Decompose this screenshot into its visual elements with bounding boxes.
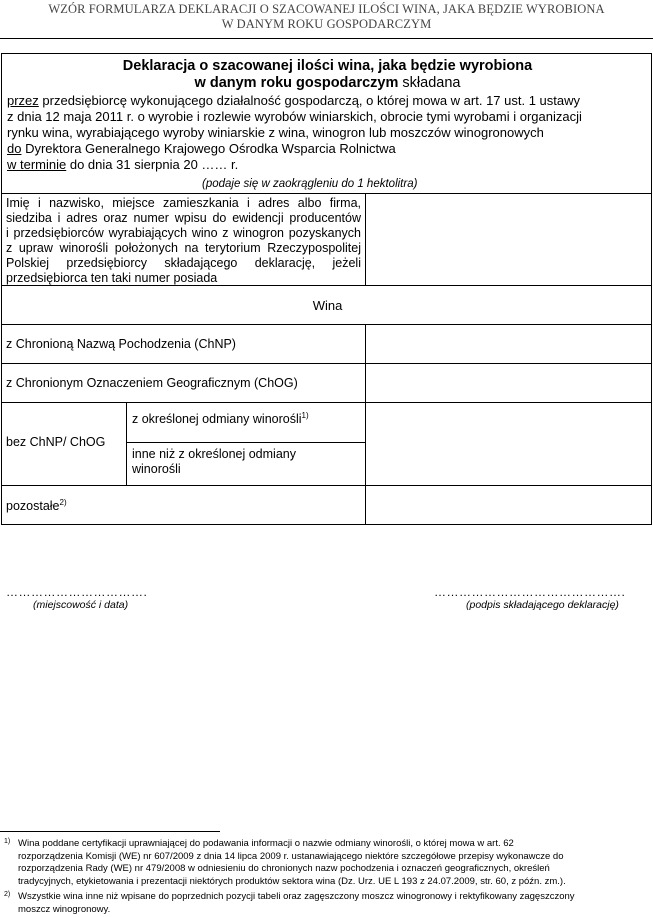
place-date-label: (miejscowość i data)	[33, 599, 129, 611]
footnote-line: tradycyjnych, etykietowania i prezentacji niektórych produktów sektora wina (Dz. Urz. UE L 193 z 24.07.2009, str. 60, z późn. zm.).	[18, 875, 566, 887]
footnote-ref-2: 2)	[59, 497, 67, 507]
footnote-line: Wszystkie wina inne niż wpisane do poprzednich pozycji tabeli oraz zagęszczony moszcz winogronowy i rektyfikowany zagęszczony	[18, 891, 575, 902]
form-paragraph-line-2: z dnia 12 maja 2011 r. o wyrobie i rozlewie wyrobów winiarskich, obrocie tymi wyrobami i organizacji	[7, 109, 582, 124]
footnote-1-mark: 1)	[4, 838, 11, 845]
footnote-1-text	[18, 838, 630, 888]
identity-line: przedsiębiorca ten taki numer posiada	[6, 271, 218, 285]
pozostale-label	[6, 499, 67, 514]
identity-line: z upraw winorośli położonych na terytorium Rzeczypospolitej	[6, 241, 361, 255]
header-line-1: WZÓR FORMULARZA DEKLARACJI O SZACOWANEJ ILOŚCI WINA, JAKA BĘDZIE WYROBIONA	[48, 2, 605, 16]
identity-line: i przedsiębiorców wyrabiających wino z winogron pozyskanych	[6, 226, 361, 240]
form-paragraph-line-4	[7, 141, 647, 157]
rounding-note: (podaje się w zaokrągleniu do 1 hektolitra)	[202, 178, 418, 190]
variety-text: z określonej odmiany winorośli	[132, 412, 302, 426]
other-variety-line: inne niż z określonej odmiany	[132, 447, 296, 461]
pozostale-input-cell[interactable]	[366, 486, 651, 524]
form-title-line-1: Deklaracja o szacowanej ilości wina, jaka będzie wyrobiona	[122, 58, 533, 74]
document-header	[0, 2, 653, 32]
footnote-line: rozporządzenia Komisji (WE) nr 607/2009 z dnia 14 lipca 2009 r. ustanawiającego niektóre szczegółowe przepisy wykonawcze do	[18, 850, 564, 862]
chog-label: z Chronionym Oznaczeniem Geograficznym (ChOG)	[6, 376, 298, 390]
form-paragraph-line-3: rynku wina, wyrabiającego wyroby winiarskie z wina, winogron lub moszczów winogronowych	[7, 125, 544, 140]
table-column-divider	[126, 402, 127, 485]
paragraph-text: Dyrektora Generalnego Krajowego Ośrodka Wsparcia Rolnictwa	[21, 141, 396, 156]
footnote-separator	[0, 831, 220, 832]
wina-header: Wina	[312, 298, 343, 313]
form-paragraph-line-5	[7, 157, 647, 173]
other-variety-line: winorośli	[132, 462, 181, 476]
paragraph-text: przedsiębiorcę wykonującego działalność gospodarczą, o której mowa w art. 17 ust. 1 ustawy	[38, 93, 581, 108]
other-variety-input-cell[interactable]	[366, 443, 651, 485]
variety-label	[132, 412, 309, 427]
place-date-dots: …………………………….	[6, 585, 148, 599]
header-divider	[0, 38, 653, 39]
footnote-ref-1: 1)	[301, 410, 309, 420]
chog-input-cell[interactable]	[366, 364, 651, 402]
pozostale-text: pozostałe	[6, 499, 60, 513]
underlined-do: do	[7, 141, 22, 156]
underlined-przez: przez	[7, 93, 39, 108]
identity-line: Polskiej przedsiębiorcy składającego deklarację, jeżeli	[6, 256, 361, 270]
other-variety-label	[132, 447, 296, 477]
header-line-2: W DANYM ROKU GOSPODARCZYM	[221, 17, 432, 31]
footnote-2-text	[18, 891, 630, 916]
paragraph-text: do dnia 31 sierpnia 20 …… r.	[66, 157, 239, 172]
form-title-line-2	[2, 75, 653, 92]
form-paragraph-line-1	[7, 93, 647, 109]
table-subrow-divider	[126, 442, 365, 443]
declaration-form	[1, 53, 652, 525]
chnp-label: z Chronioną Nazwą Pochodzenia (ChNP)	[6, 337, 236, 351]
footnote-line: rozporządzenia Rady (WE) nr 479/2008 w odniesieniu do chronionych nazw pochodzenia i oznaczeń geograficznych, określeń	[18, 863, 550, 874]
identity-label	[6, 196, 361, 286]
bez-chnp-chog-label: bez ChNP/ ChOG	[6, 435, 106, 449]
signature-label: (podpis składającego deklarację)	[466, 599, 619, 611]
underlined-w-terminie: w terminie	[7, 157, 67, 172]
signature-dots: ……………………………………….	[434, 585, 626, 599]
chnp-input-cell[interactable]	[366, 325, 651, 363]
footnote-2-mark: 2)	[4, 891, 11, 898]
form-title-bold: w danym roku gospodarczym	[194, 75, 399, 91]
variety-input-cell[interactable]	[366, 403, 651, 442]
identity-line: siedziba i adres oraz numer wpisu do ewidencji producentów	[6, 211, 361, 225]
footnote-line: Wina poddane certyfikacji uprawniającej do podawania informacji o nazwie odmiany winorośli, o której mowa w art. 62	[18, 838, 514, 849]
identity-line: Imię i nazwisko, miejsce zamieszkania i adres albo firma,	[6, 196, 361, 210]
identity-input-cell[interactable]	[366, 194, 651, 285]
form-title-normal: składana	[398, 75, 461, 91]
footnote-line: moszcz winogronowy.	[18, 903, 111, 915]
